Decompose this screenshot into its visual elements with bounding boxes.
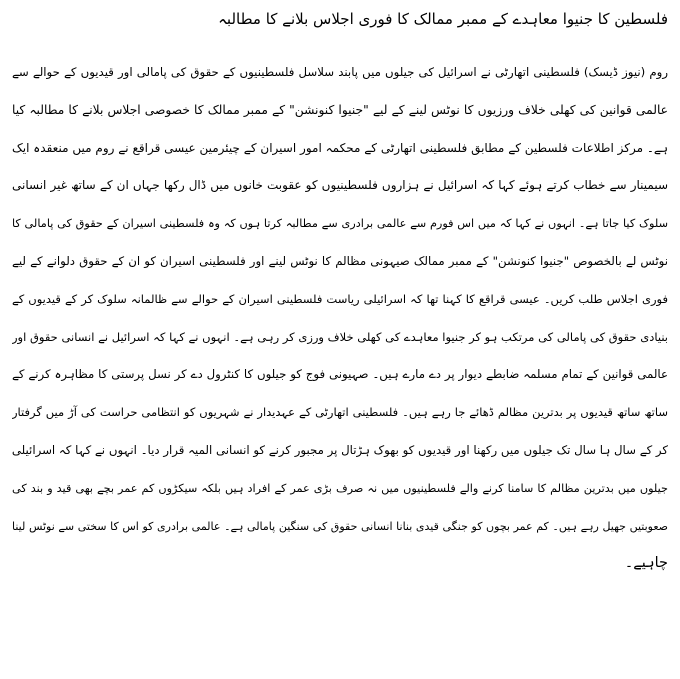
article-line: ساتھ ساتھ قیدیوں پر بدترین مظالم ڈھائے جا رہے ہیں۔ فلسطینی اتھارٹی کے عہدیدار نے شہریوں کو انتظامی حراست کی آڑ میں گرفتار [12, 405, 668, 420]
article-headline: فلسطین کا جنیوا معاہدے کے ممبر ممالک کا فوری اجلاس بلانے کا مطالبہ [218, 10, 668, 28]
article-line: ہے۔ مرکز اطلاعات فلسطین کے مطابق فلسطینی اتھارٹی کے محکمہ امور اسیران کے چیئرمین عیسی قراقع نے روم میں منعقدہ ایک [12, 140, 668, 155]
article-line: نوٹس لے بالخصوص "جنیوا کنونشن" کے ممبر ممالک صیہونی مظالم کا نوٹس لینے اور فلسطینی اسیران کو ان کے حقوق دلوانے کے لیے [12, 253, 668, 268]
article-line: عالمی قوانین کی کھلی خلاف ورزیوں کا نوٹس لینے کے لیے "جنیوا کنونشن" کے ممبر ممالک کا خصوصی اجلاس بلانے کا مطالبہ کیا [12, 102, 668, 117]
article-body [12, 54, 668, 583]
article-line: جیلوں میں بدترین مظالم کا سامنا کرنے والے فلسطینیوں میں نہ صرف بڑی عمر کے افراد ہیں بلکہ سیکڑوں کم عمر بچے بھی قید و بند کی [12, 481, 668, 495]
news-article [12, 8, 668, 583]
article-line: بنیادی حقوق کی پامالی کی مرتکب ہو کر جنیوا معاہدے کی کھلی خلاف ورزی کر رہی ہے۔ انہوں نے کہا کہ اسرائیل نے انسانی حقوق اور [12, 329, 668, 344]
article-line: صعوبتیں جھیل رہے ہیں۔ کم عمر بچوں کو جنگی قیدی بنانا انسانی حقوق کی سنگین پامالی ہے۔ عالمی برادری کو اس کا سختی سے نوٹس لینا [12, 519, 668, 533]
article-line: عالمی قوانین کے تمام مسلمہ ضابطے دیوار پر دے مارے ہیں۔ صہیونی فوج کو جیلوں کا کنٹرول دے کر نسل پرستی کا مظاہرہ کرنے کے [12, 367, 668, 382]
article-line: روم (نیوز ڈیسک) فلسطینی اتھارٹی نے اسرائیل کی جیلوں میں پابند سلاسل فلسطینیوں کے حقوق کی پامالی اور قیدیوں کے حوالے سے [12, 65, 668, 79]
article-line: چاہیے۔ [624, 555, 668, 572]
article-line: کر کے سال ہا سال تک جیلوں میں رکھنا اور قیدیوں کو بھوک ہڑتال پر مجبور کرنے کو انسانی المیہ قرار دیا۔ انہوں نے کہا کہ اسرائیلی [12, 442, 668, 457]
article-line: سیمینار سے خطاب کرتے ہوئے کہا کہ اسرائیل نے ہزاروں فلسطینیوں کو عقوبت خانوں میں ڈال رکھا جہاں ان کے ساتھ غیر انسانی [12, 178, 668, 193]
article-line: فوری اجلاس طلب کریں۔ عیسی قراقع کا کہنا تھا کہ اسرائیلی ریاست فلسطینی اسیران کے حوالے سے ظالمانہ سلوک کر کے قیدیوں کے [12, 291, 668, 306]
article-line: سلوک کیا جاتا ہے۔ انہوں نے کہا کہ میں اس فورم سے عالمی برادری سے مطالبہ کرتا ہوں کہ وہ فلسطینی اسیران کے حقوق کی پامالی کا [12, 217, 668, 231]
